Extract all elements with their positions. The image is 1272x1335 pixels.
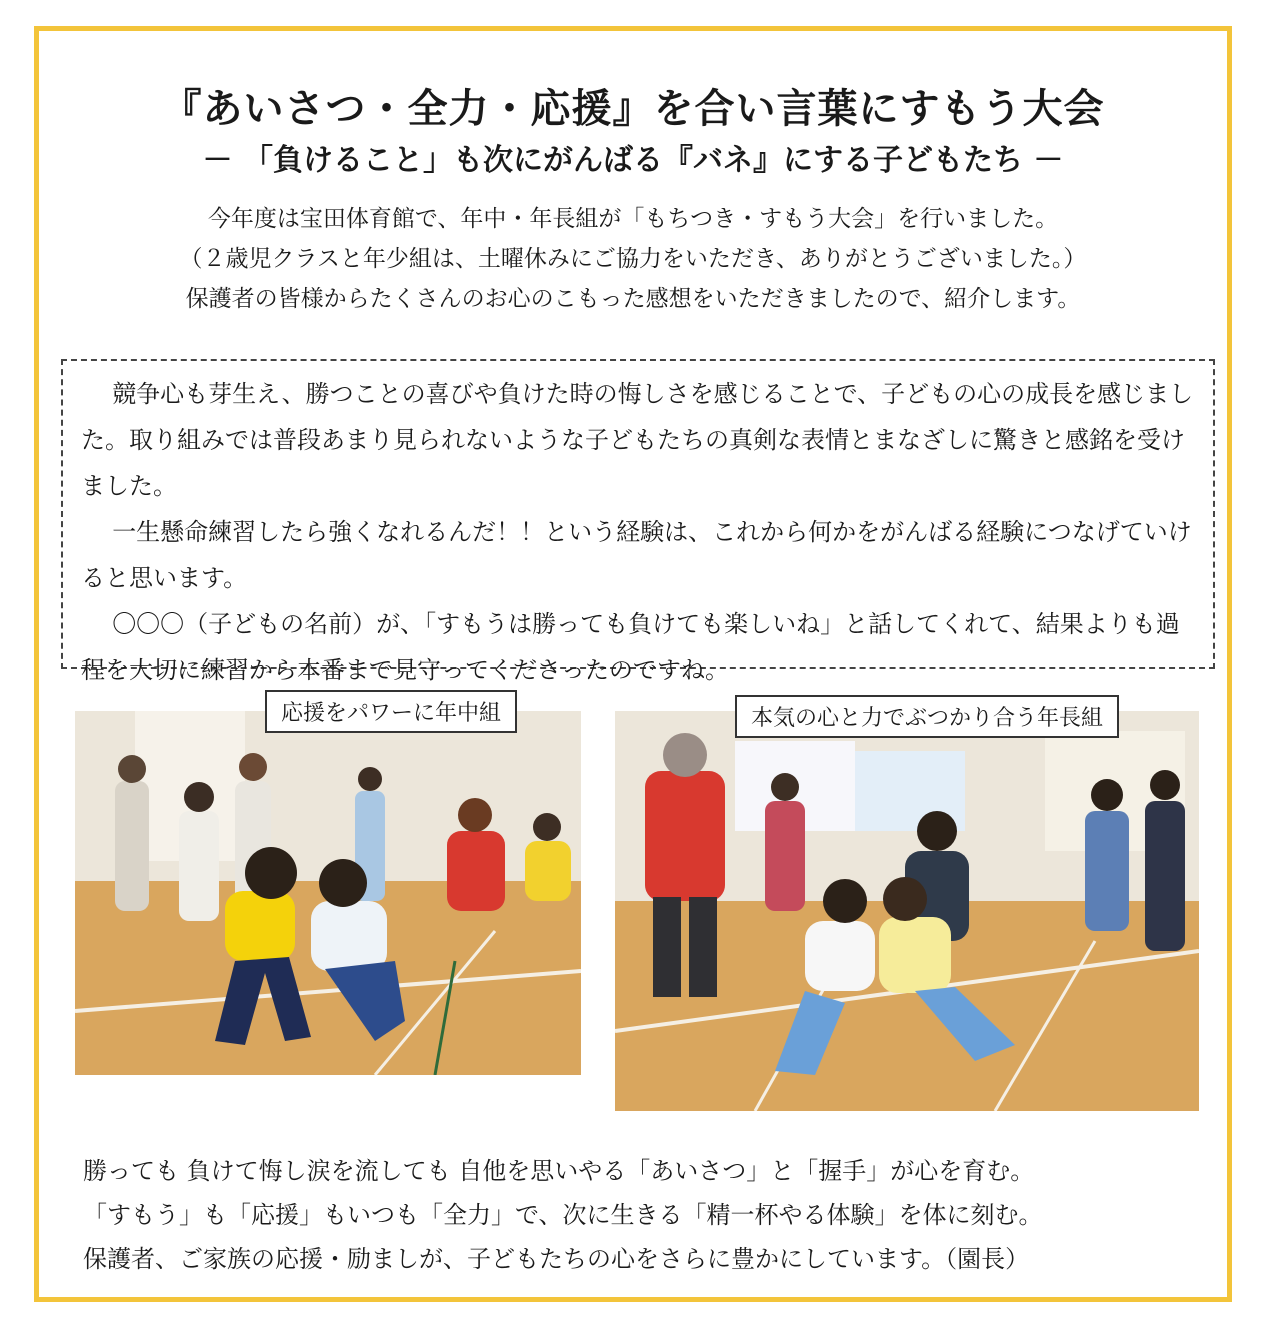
closing-line: 保護者、ご家族の応援・励ましが、子どもたちの心をさらに豊かにしています。（園長） bbox=[83, 1245, 1030, 1273]
photo-nencho-image bbox=[615, 711, 1199, 1111]
parent-comment: 〇〇〇（子どもの名前）が、「すもうは勝っても負けても楽しいね」と話してくれて、結果よりも過程を大切に練習から本番まで見守ってくださったのですね。 bbox=[81, 610, 1180, 684]
page-title: 『あいさつ・全力・応援』を合い言葉にすもう大会 bbox=[161, 86, 1105, 132]
intro-line: 今年度は宝田体育館で、年中・年長組が「もちつき・すもう大会」を行いました。 bbox=[207, 206, 1059, 232]
closing-line: 「すもう」も「応援」もいつも「全力」で、次に生きる「精一杯やる体験」を体に刻む。 bbox=[83, 1201, 1043, 1229]
intro-line: 保護者の皆様からたくさんのお心のこもった感想をいただきましたので、紹介します。 bbox=[185, 286, 1081, 312]
parent-comments-box bbox=[61, 359, 1215, 684]
parent-comment: 競争心も芽生え、勝つことの喜びや負けた時の悔しさを感じることで、子どもの心の成長を感じました。取り組みでは普段あまり見られないような子どもたちの真剣な表情とまなざしに驚きと感銘を受けました。 bbox=[81, 380, 1194, 500]
intro-line: （２歳児クラスと年少組は、土曜休みにご協力をいただき、ありがとうございました。） bbox=[179, 246, 1087, 272]
photo-caption-nenchu: 応援をパワーに年中組 bbox=[265, 690, 517, 733]
photo-nenchu-image bbox=[75, 711, 581, 1075]
parent-comment: 一生懸命練習したら強くなれるんだ！！という経験は、これから何かをがんばる経験につなげていけると思います。 bbox=[81, 518, 1192, 592]
principal-message bbox=[83, 1149, 1197, 1281]
photo-nenchu-sumo bbox=[75, 711, 581, 1075]
newsletter-frame bbox=[34, 26, 1232, 1302]
page-subtitle: － 「負けること」も次にがんばる『バネ』にする子どもたち － bbox=[202, 143, 1064, 178]
intro-text bbox=[79, 199, 1187, 319]
photo-nencho-sumo bbox=[615, 711, 1199, 1111]
photo-caption-nencho: 本気の心と力でぶつかり合う年長組 bbox=[735, 695, 1119, 738]
closing-line: 勝っても 負けて悔し涙を流しても 自他を思いやる「あいさつ」と「握手」が心を育む。 bbox=[83, 1157, 1035, 1185]
